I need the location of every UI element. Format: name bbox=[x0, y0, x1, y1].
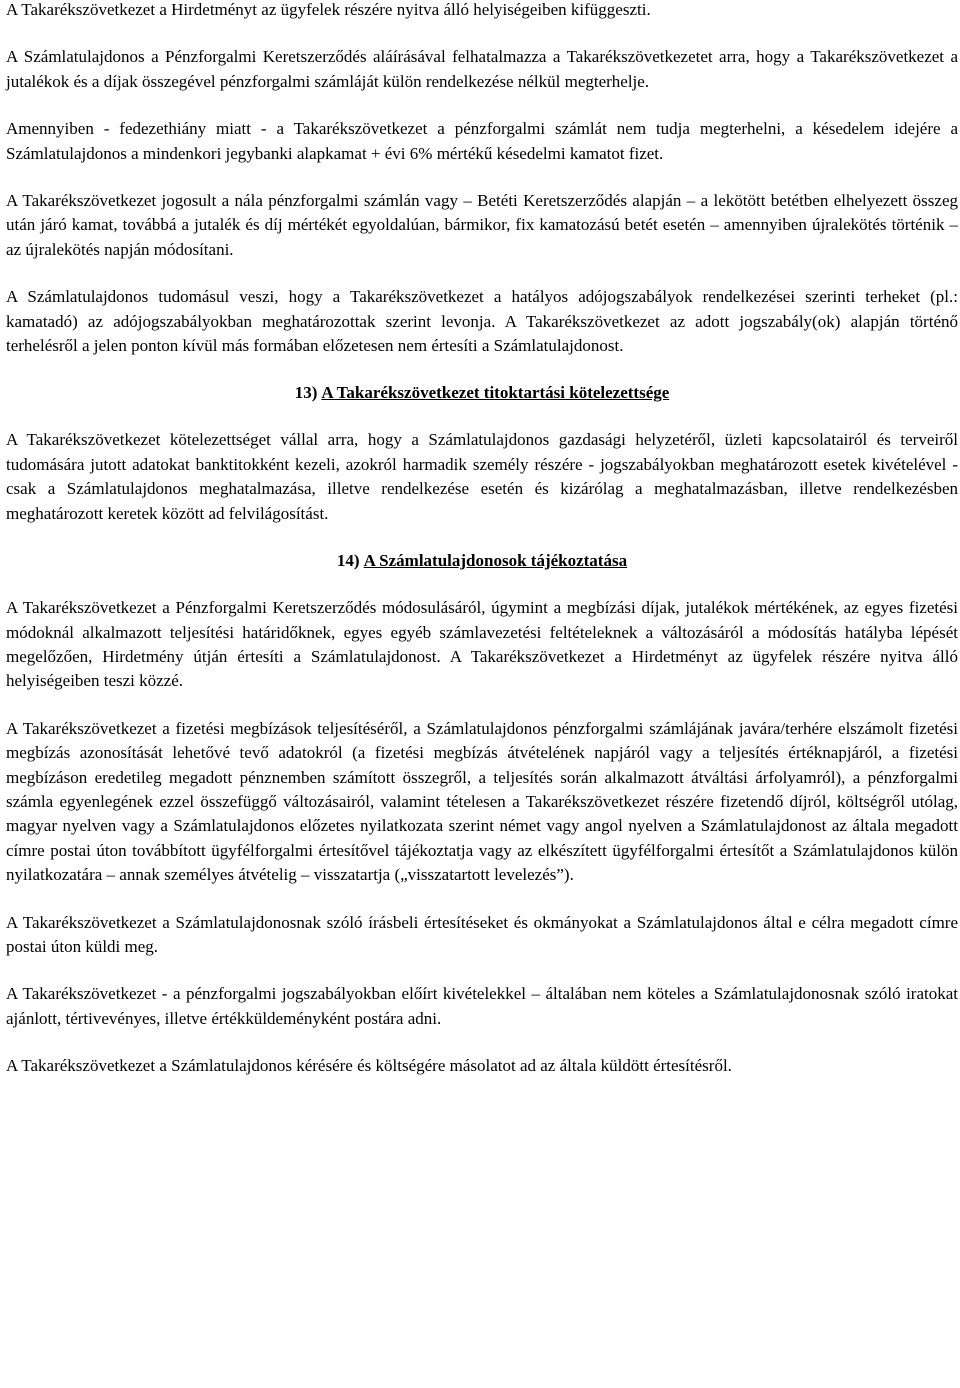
paragraph-kesedelmi-kamat: Amennyiben - fedezethiány miatt - a Takarékszövetkezet a pénzforgalmi számlát nem tudja megterhelni, a késedelem idejére a Számlatulajdonos a mindenkori jegybanki alapkamat + évi 6% mértékű késedelmi kamatot fizet. bbox=[6, 119, 958, 163]
section-13-title: A Takarékszövetkezet titoktartási kötelezettsége bbox=[321, 383, 670, 403]
paragraph-banktitok: A Takarékszövetkezet kötelezettséget vállal arra, hogy a Számlatulajdonos gazdasági helyzetéről, üzleti kapcsolatairól és terveiről tudomására jutott adatokat banktitokként kezeli, azokról harmadik személy részére - jogszabályokban meghatározott esetek kivételével - csak a Számlatulajdonos meghatalmazása, illetve rendelkezése esetén és kizárólag a meghatalmazásban, illetve rendelkezésben meghatározott keretek között ad felvilágosítást. bbox=[6, 430, 958, 523]
paragraph-keretszerzodes-modositas: A Takarékszövetkezet a Pénzforgalmi Keretszerződés módosulásáról, úgymint a megbízási díjak, jutalékok mértékének, az egyes fizetési módoknál alkalmazott teljesítési határidőknek, egyes egyéb számlavezetési feltételeknek a változásáról a módosítás hatályba lépését megelőzően, Hirdetmény útján értesíti a Számlatulajdonost. A Takarékszövetkezet a Hirdetményt az ügyfelek részére nyitva álló helyiségeiben teszi közzé. bbox=[6, 598, 958, 691]
paragraph-irasbeli-ertesitesek: A Takarékszövetkezet a Számlatulajdonosnak szóló írásbeli értesítéseket és okmányokat a Számlatulajdonos által e célra megadott címre postai úton küldi meg. bbox=[6, 912, 958, 956]
paragraph-felhatalmazas: A Számlatulajdonos a Pénzforgalmi Keretszerződés aláírásával felhatalmazza a Takarékszövetkezetet arra, hogy a Takarékszövetkezet a jutalékok és a díjak összegével pénzforgalmi számláját külön rendelkezése nélkül megterhelje. bbox=[6, 47, 958, 91]
paragraph-hirdetmeny-kifuggesztes: A Takarékszövetkezet a Hirdetményt az ügyfelek részére nyitva álló helyiségeiben kifüggeszti. bbox=[6, 0, 651, 19]
paragraph-kamat-modositas: A Takarékszövetkezet jogosult a nála pénzforgalmi számlán vagy – Betéti Keretszerződés alapján – a lekötött betétben elhelyezett összeg után járó kamat, továbbá a jutalék és díj mértékét egyoldalúan, bármikor, fix kamatozású betét esetén – amennyiben újralekötés történik – az újralekötés napján módosítani. bbox=[6, 191, 958, 259]
section-13-number: 13) bbox=[294, 383, 318, 403]
paragraph-ugyfelforgalmi-ertesito: A Takarékszövetkezet a fizetési megbízások teljesítéséről, a Számlatulajdonos pénzforgalmi számlájának javára/terhére elszámolt fizetési megbízás azonosítását lehetővé tevő adatokról (a fizetési megbízás átvételének napjáról vagy a teljesítés értéknapjáról, a fizetési megbízáson eredetileg megadott pénznemben számított összegről, a teljesítés során alkalmazott átváltási árfolyamról), a pénzforgalmi számla egyenlegének ezzel összefüggő változásairól, valamint tételesen a Takarékszövetkezet részére fizetendő díjról, költségről utólag, magyar nyelven vagy a Számlatulajdonos előzetes nyilatkozata szerint német vagy angol nyelven a Számlatulajdonost az általa megadott címre postai úton továbbított ügyfélforgalmi értesítővel tájékoztatja vagy az elkészített ügyfélforgalmi értesítőt a Számlatulajdonos külön nyilatkozatára – annak személyes átvételig – visszatartja („visszatartott levelezés”). bbox=[6, 718, 958, 885]
section-14-number: 14) bbox=[336, 551, 360, 571]
document-page bbox=[6, 0, 958, 1102]
paragraph-ajanlott-kuldemeny: A Takarékszövetkezet - a pénzforgalmi jogszabályokban előírt kivételekkel – általában nem köteles a Számlatulajdonosnak szóló iratokat ajánlott, tértivevényes, illetve értékküldeményként postára adni. bbox=[6, 984, 958, 1028]
section-14-heading bbox=[6, 549, 958, 573]
section-13-heading bbox=[6, 381, 958, 405]
paragraph-masolat: A Takarékszövetkezet a Számlatulajdonos kérésére és költségére másolatot ad az általa küldött értesítésről. bbox=[6, 1056, 732, 1076]
paragraph-adoterhek: A Számlatulajdonos tudomásul veszi, hogy a Takarékszövetkezet a hatályos adójogszabályok rendelkezései szerinti terheket (pl.: kamatadó) az adójogszabályokban meghatározottak szerint levonja. A Takarékszövetkezet az adott jogszabály(ok) alapján történő terhelésről a jelen ponton kívül más formában előzetesen nem értesíti a Számlatulajdonost. bbox=[6, 287, 958, 356]
section-14-title: A Számlatulajdonosok tájékoztatása bbox=[363, 551, 628, 571]
